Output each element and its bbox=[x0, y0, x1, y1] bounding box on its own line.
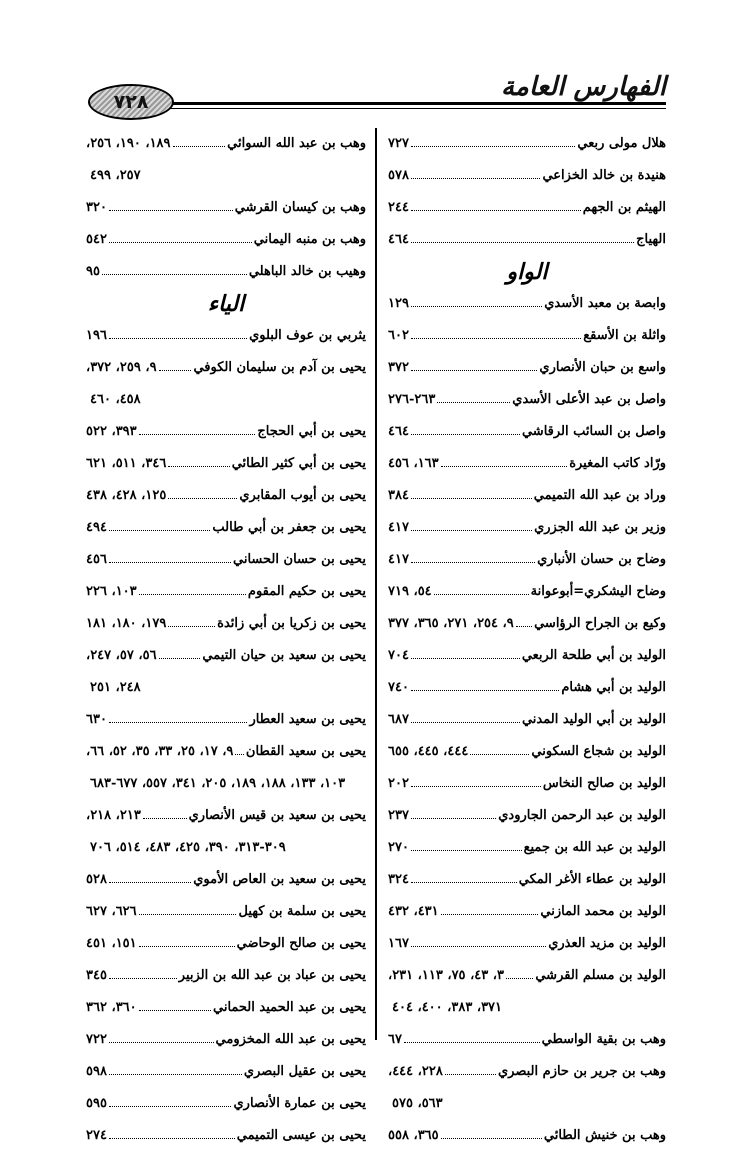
index-column-right bbox=[388, 128, 666, 1152]
index-entry bbox=[86, 224, 366, 256]
entry-name: يحيى بن جعفر بن أبي طالب bbox=[212, 520, 366, 535]
entry-name: يحيى بن عقيل البصري bbox=[243, 1064, 366, 1079]
entry-name: يحيى بن عيسى التميمي bbox=[236, 1128, 366, 1143]
dot-leader bbox=[411, 146, 575, 147]
entry-pages: ٥٤٢ bbox=[86, 232, 107, 247]
entry-pages: ٤٦٤ bbox=[388, 232, 409, 247]
page-header bbox=[88, 72, 666, 122]
dot-leader bbox=[470, 754, 529, 755]
index-entry-continuation: ١٠٣، ١٣٣، ١٨٨، ١٨٩، ٢٠٥، ٣٤١، ٥٥٧، ٦٧٧-٦٨٣ bbox=[90, 776, 346, 791]
dot-leader bbox=[437, 402, 510, 403]
entry-pages: ٣٤٦، ٥١١، ٦٢١ bbox=[86, 456, 167, 471]
index-entry bbox=[388, 1056, 666, 1088]
entry-name: يحيى بن عبد الله المخزومي bbox=[215, 1032, 366, 1047]
index-entry bbox=[388, 608, 666, 640]
entry-pages: ٥٤، ٧١٩ bbox=[388, 584, 432, 599]
entry-pages: ٦٠٢ bbox=[388, 328, 409, 343]
index-entry bbox=[86, 320, 366, 352]
dot-leader bbox=[434, 594, 529, 595]
dot-leader bbox=[411, 498, 532, 499]
entry-name: يحيى بن سعيد بن حيان التيمي bbox=[202, 648, 366, 663]
dot-leader bbox=[109, 338, 247, 339]
entry-pages: ٧٢٢ bbox=[86, 1032, 107, 1047]
dot-leader bbox=[411, 690, 559, 691]
index-entry bbox=[388, 480, 666, 512]
index-entry bbox=[388, 288, 666, 320]
entry-name: يحيى بن أبي كثير الطائي bbox=[231, 456, 366, 471]
dot-leader bbox=[411, 306, 542, 307]
index-entry bbox=[86, 352, 366, 384]
entry-pages: ٢٣٧ bbox=[388, 808, 409, 823]
entry-pages: ٢٧٠ bbox=[388, 840, 409, 855]
index-entry bbox=[388, 928, 666, 960]
dot-leader bbox=[109, 1106, 232, 1107]
entry-name: يحيى بن حكيم المقوم bbox=[247, 584, 366, 599]
entry-name: الوليد بن شجاع السكوني bbox=[531, 744, 666, 759]
index-entry bbox=[388, 160, 666, 192]
entry-name: يحيى بن أبي الحجاج bbox=[257, 424, 366, 439]
dot-leader bbox=[168, 498, 237, 499]
entry-name: وزير بن عبد الله الجزري bbox=[534, 520, 666, 535]
index-entry bbox=[86, 1024, 366, 1056]
entry-pages: ٢٢٨، ٤٤٤، bbox=[388, 1064, 443, 1079]
index-entry-continuation: ٥٦٣، ٥٧٥ bbox=[392, 1096, 443, 1111]
header-rule-thin bbox=[166, 108, 666, 109]
dot-leader bbox=[139, 434, 256, 435]
dot-leader bbox=[411, 722, 520, 723]
entry-name: الوليد بن أبي الوليد المدني bbox=[521, 712, 666, 727]
dot-leader bbox=[109, 210, 233, 211]
index-entry bbox=[86, 928, 366, 960]
entry-pages: ٢٠٢ bbox=[388, 776, 409, 791]
entry-name: وابصة بن معبد الأسدي bbox=[544, 296, 666, 311]
dot-leader bbox=[109, 978, 177, 979]
index-entry-continuation: ٣٠٩-٣١٣، ٣٩٠، ٤٢٥، ٤٨٣، ٥١٤، ٧٠٦ bbox=[90, 840, 286, 855]
index-entry bbox=[388, 416, 666, 448]
entry-name: وضاح بن حسان الأنباري bbox=[537, 552, 666, 567]
index-entry bbox=[86, 544, 366, 576]
entry-name: يحيى بن حسان الحساني bbox=[233, 552, 366, 567]
entry-name: يحيى بن آدم بن سليمان الكوفي bbox=[193, 360, 366, 375]
index-entry bbox=[388, 544, 666, 576]
entry-pages: ٣٤٥ bbox=[86, 968, 107, 983]
dot-leader bbox=[139, 946, 235, 947]
index-entry-continuation: ٤٥٨، ٤٦٠ bbox=[90, 392, 141, 407]
entry-name: الوليد بن أبي هشام bbox=[561, 680, 666, 695]
entry-name: يحيى بن عباد بن عبد الله بن الزبير bbox=[178, 968, 366, 983]
index-entry bbox=[388, 576, 666, 608]
entry-pages: ١٢٩ bbox=[388, 296, 409, 311]
dot-leader bbox=[109, 562, 231, 563]
entry-name: واصل بن السائب الرقاشي bbox=[521, 424, 666, 439]
entry-pages: ٦٢٦، ٦٢٧ bbox=[86, 904, 137, 919]
entry-name: هلال مولى ربعي bbox=[577, 136, 666, 151]
dot-leader bbox=[506, 978, 533, 979]
dot-leader bbox=[411, 850, 522, 851]
entry-pages: ٩، ٢٥٤، ٢٧١، ٣٦٥، ٣٧٧ bbox=[388, 616, 514, 631]
entry-pages: ٥٩٨ bbox=[86, 1064, 107, 1079]
entry-name: الوليد بن عبد الله بن جميع bbox=[523, 840, 666, 855]
dot-leader bbox=[404, 1042, 540, 1043]
section-heading: الياء bbox=[207, 291, 245, 317]
entry-pages: ٥٦، ٥٧، ٢٤٧، bbox=[86, 648, 157, 663]
entry-pages: ٣٨٤ bbox=[388, 488, 409, 503]
index-entry bbox=[388, 832, 666, 864]
dot-leader bbox=[235, 754, 244, 755]
dot-leader bbox=[441, 1138, 542, 1139]
dot-leader bbox=[411, 946, 546, 947]
dot-leader bbox=[109, 1138, 235, 1139]
dot-leader bbox=[411, 178, 540, 179]
entry-pages: ٤٤٤، ٤٤٥، ٦٥٥ bbox=[388, 744, 469, 759]
entry-name: هنيدة بن خالد الخزاعي bbox=[542, 168, 666, 183]
dot-leader bbox=[168, 626, 215, 627]
dot-leader bbox=[445, 1074, 496, 1075]
index-entry bbox=[86, 1088, 366, 1120]
entry-pages: ٣٦٠، ٣٦٢ bbox=[86, 1000, 137, 1015]
dot-leader bbox=[159, 658, 201, 659]
entry-name: الوليد بن محمد المازني bbox=[540, 904, 666, 919]
entry-name: يحيى بن سلمة بن كهيل bbox=[238, 904, 366, 919]
index-entry bbox=[86, 480, 366, 512]
index-entry bbox=[388, 192, 666, 224]
dot-leader bbox=[516, 626, 532, 627]
entry-name: ورّاد كاتب المغيرة bbox=[569, 456, 666, 471]
entry-pages: ٢١٣، ٢١٨، bbox=[86, 808, 141, 823]
index-entry-continuation: ٣٧١، ٣٨٣، ٤٠٠، ٤٠٤ bbox=[392, 1000, 503, 1015]
entry-name: وهب بن جرير بن حازم البصري bbox=[498, 1064, 666, 1079]
dot-leader bbox=[109, 1074, 242, 1075]
index-entry bbox=[388, 512, 666, 544]
index-entry bbox=[388, 320, 666, 352]
entry-pages: ٤١٧ bbox=[388, 520, 409, 535]
entry-pages: ٢٦٣-٢٧٦ bbox=[388, 392, 436, 407]
entry-name: يحيى بن سعيد بن قيس الأنصاري bbox=[188, 808, 366, 823]
entry-pages: ٩٥ bbox=[86, 264, 100, 279]
dot-leader bbox=[109, 530, 210, 531]
entry-name: واثلة بن الأسقع bbox=[583, 328, 666, 343]
dot-leader bbox=[109, 1042, 214, 1043]
entry-pages: ٦٧ bbox=[388, 1032, 402, 1047]
dot-leader bbox=[411, 338, 581, 339]
index-entry bbox=[86, 704, 366, 736]
entry-name: وضاح اليشكري=أبوعوانة bbox=[530, 584, 666, 599]
entry-pages: ١٥١، ٤٥١ bbox=[86, 936, 137, 951]
dot-leader bbox=[411, 786, 541, 787]
entry-name: وكيع بن الجراح الرؤاسي bbox=[534, 616, 666, 631]
dot-leader bbox=[159, 370, 192, 371]
index-entry bbox=[388, 384, 666, 416]
dot-leader bbox=[411, 818, 496, 819]
entry-pages: ٧٢٧ bbox=[388, 136, 409, 151]
index-entry bbox=[388, 128, 666, 160]
index-entry bbox=[86, 864, 366, 896]
entry-name: وهيب بن خالد الباهلي bbox=[248, 264, 366, 279]
dot-leader bbox=[139, 594, 246, 595]
entry-pages: ٢٧٤ bbox=[86, 1128, 107, 1143]
index-entry bbox=[86, 608, 366, 640]
dot-leader bbox=[411, 210, 581, 211]
index-entry bbox=[86, 800, 366, 832]
entry-name: واصل بن عبد الأعلى الأسدي bbox=[512, 392, 666, 407]
entry-pages: ٣٩٣، ٥٢٢ bbox=[86, 424, 137, 439]
index-entry bbox=[388, 640, 666, 672]
entry-pages: ٣٢٤ bbox=[388, 872, 409, 887]
entry-pages: ٩، ١٧، ٢٥، ٣٣، ٣٥، ٥٢، ٦٦، bbox=[86, 744, 234, 759]
index-entry bbox=[388, 448, 666, 480]
entry-name: وهب بن منبه اليماني bbox=[253, 232, 366, 247]
entry-pages: ٣٧٢ bbox=[388, 360, 409, 375]
dot-leader bbox=[139, 1010, 211, 1011]
dot-leader bbox=[109, 722, 248, 723]
dot-leader bbox=[441, 914, 539, 915]
entry-name: يحيى بن زكريا بن أبي زائدة bbox=[217, 616, 366, 631]
index-entry-continuation: ٢٥٧، ٤٩٩ bbox=[90, 168, 141, 183]
dot-leader bbox=[441, 466, 568, 467]
index-entry bbox=[86, 896, 366, 928]
section-heading: الواو bbox=[506, 259, 548, 285]
entry-name: يحيى بن عمارة الأنصاري bbox=[233, 1096, 366, 1111]
entry-name: الوليد بن عبد الرحمن الجارودي bbox=[498, 808, 666, 823]
dot-leader bbox=[109, 242, 252, 243]
entry-name: وهب بن كيسان القرشي bbox=[234, 200, 366, 215]
entry-name: وهب بن عبد الله السوائي bbox=[227, 136, 366, 151]
index-entry bbox=[388, 224, 666, 256]
entry-pages: ٣، ٤٣، ٧٥، ١١٣، ٢٣١، bbox=[388, 968, 504, 983]
index-entry bbox=[86, 416, 366, 448]
column-divider bbox=[375, 128, 377, 1040]
dot-leader bbox=[109, 882, 191, 883]
page-number: ٧٢٨ bbox=[113, 91, 149, 113]
index-entry bbox=[388, 352, 666, 384]
entry-name: الهيثم بن الجهم bbox=[582, 200, 666, 215]
dot-leader bbox=[173, 146, 226, 147]
index-entry bbox=[388, 896, 666, 928]
entry-name: الوليد بن مزيد العذري bbox=[548, 936, 666, 951]
entry-pages: ١٨٩، ١٩٠، ٢٥٦، bbox=[86, 136, 171, 151]
entry-name: وراد بن عبد الله التميمي bbox=[533, 488, 666, 503]
dot-leader bbox=[411, 434, 520, 435]
running-title: الفهارس العامة bbox=[495, 72, 666, 102]
entry-pages: ٥٧٨ bbox=[388, 168, 409, 183]
entry-pages: ١٩٦ bbox=[86, 328, 107, 343]
entry-name: يثربي بن عوف البلوي bbox=[249, 328, 366, 343]
entry-name: الوليد بن أبي طلحة الربعي bbox=[521, 648, 666, 663]
index-entry bbox=[86, 448, 366, 480]
entry-name: وهب بن بقية الواسطي bbox=[541, 1032, 666, 1047]
index-entry bbox=[388, 1024, 666, 1056]
index-entry bbox=[86, 960, 366, 992]
entry-pages: ١٦٣، ٤٥٦ bbox=[388, 456, 439, 471]
index-entry bbox=[86, 1120, 366, 1152]
entry-pages: ٥٢٨ bbox=[86, 872, 107, 887]
entry-name: يحيى بن سعيد القطان bbox=[245, 744, 366, 759]
entry-pages: ١٠٣، ٢٢٦ bbox=[86, 584, 137, 599]
entry-pages: ٦٣٠ bbox=[86, 712, 107, 727]
page-number-badge bbox=[88, 84, 174, 120]
entry-pages: ٤٩٤ bbox=[86, 520, 107, 535]
entry-pages: ٤١٧ bbox=[388, 552, 409, 567]
dot-leader bbox=[139, 914, 237, 915]
entry-pages: ٥٩٥ bbox=[86, 1096, 107, 1111]
entry-pages: ٣٦٥، ٥٥٨ bbox=[388, 1128, 439, 1143]
entry-pages: ٧٤٠ bbox=[388, 680, 409, 695]
index-entry bbox=[388, 704, 666, 736]
entry-pages: ٣٢٠ bbox=[86, 200, 107, 215]
entry-pages: ٤٥٦ bbox=[86, 552, 107, 567]
entry-name: واسع بن حبان الأنصاري bbox=[539, 360, 666, 375]
entry-name: وهب بن خنيش الطائي bbox=[543, 1128, 666, 1143]
entry-pages: ٤٣١، ٤٣٢ bbox=[388, 904, 439, 919]
index-entry bbox=[388, 800, 666, 832]
dot-leader bbox=[411, 562, 535, 563]
index-entry bbox=[388, 768, 666, 800]
index-entry bbox=[388, 1120, 666, 1152]
index-entry bbox=[86, 1056, 366, 1088]
index-entry bbox=[86, 192, 366, 224]
entry-name: الهياج bbox=[636, 232, 666, 247]
index-entry bbox=[86, 128, 366, 160]
header-rule bbox=[166, 102, 666, 105]
entry-name: يحيى بن أيوب المقابري bbox=[239, 488, 366, 503]
entry-pages: ٩، ٢٥٩، ٣٧٢، bbox=[86, 360, 157, 375]
index-entry bbox=[86, 992, 366, 1024]
entry-pages: ٧٠٤ bbox=[388, 648, 409, 663]
entry-name: يحيى بن عبد الحميد الحماني bbox=[212, 1000, 366, 1015]
index-entry bbox=[388, 736, 666, 768]
entry-pages: ٤٦٤ bbox=[388, 424, 409, 439]
entry-pages: ٦٨٧ bbox=[388, 712, 409, 727]
entry-pages: ١٦٧ bbox=[388, 936, 409, 951]
index-entry bbox=[388, 864, 666, 896]
index-entry bbox=[86, 256, 366, 288]
dot-leader bbox=[102, 274, 247, 275]
dot-leader bbox=[411, 882, 517, 883]
index-entry bbox=[86, 576, 366, 608]
entry-name: الوليد بن صالح النخاس bbox=[542, 776, 666, 791]
entry-pages: ١٢٥، ٤٢٨، ٤٣٨ bbox=[86, 488, 167, 503]
entry-name: يحيى بن سعيد العطار bbox=[249, 712, 366, 727]
dot-leader bbox=[411, 658, 520, 659]
dot-leader bbox=[411, 530, 532, 531]
entry-pages: ١٧٩، ١٨٠، ١٨١ bbox=[86, 616, 167, 631]
entry-name: الوليد بن مسلم القرشي bbox=[535, 968, 666, 983]
index-column-left bbox=[86, 128, 366, 1152]
dot-leader bbox=[411, 242, 634, 243]
dot-leader bbox=[411, 370, 537, 371]
index-entry bbox=[86, 512, 366, 544]
index-entry-continuation: ٢٤٨، ٢٥١ bbox=[90, 680, 141, 695]
entry-name: يحيى بن سعيد بن العاص الأموي bbox=[193, 872, 366, 887]
entry-pages: ٢٤٤ bbox=[388, 200, 409, 215]
index-entry bbox=[388, 960, 666, 992]
index-entry bbox=[388, 672, 666, 704]
entry-name: الوليد بن عطاء الأغر المكي bbox=[518, 872, 666, 887]
index-entry bbox=[86, 640, 366, 672]
dot-leader bbox=[168, 466, 229, 467]
entry-name: يحيى بن صالح الوحاضي bbox=[236, 936, 366, 951]
index-entry bbox=[86, 736, 366, 768]
dot-leader bbox=[143, 818, 187, 819]
